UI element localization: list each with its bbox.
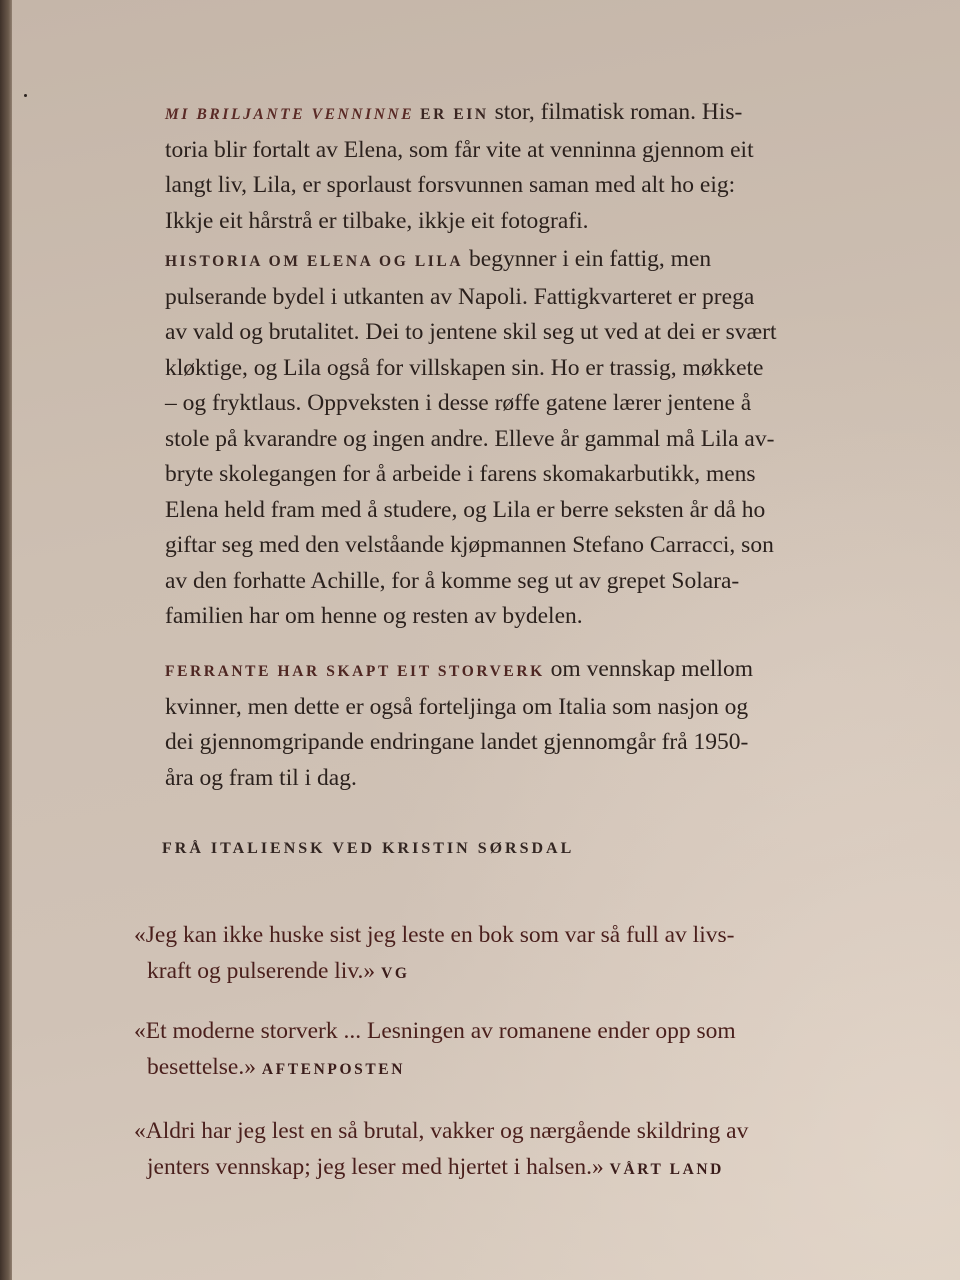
quote-line: jenters vennskap; jeg leser med hjertet i halsen.» VÅRT LAND xyxy=(147,1153,724,1180)
translator-credit: FRÅ ITALIENSK VED KRISTIN SØRSDAL xyxy=(162,840,575,857)
lead-smallcaps: ER EIN xyxy=(420,106,489,123)
paragraph-line: åra og fram til i dag. xyxy=(165,764,357,791)
paragraph-line: HISTORIA OM ELENA OG LILA begynner i ein fattig, men xyxy=(165,246,712,272)
paragraph-line: Elena held fram med å studere, og Lila er berre seksten år då ho xyxy=(165,496,766,523)
paragraph-line: kvinner, men dette er også forteljinga om Italia som nasjon og xyxy=(165,693,749,720)
paragraph-line: FERRANTE HAR SKAPT EIT STORVERK om vennskap mellom xyxy=(165,656,754,682)
paragraph-line: toria blir fortalt av Elena, som får vite at venninna gjennom eit xyxy=(165,136,754,163)
lead-smallcaps: FERRANTE HAR SKAPT EIT STORVERK xyxy=(165,663,545,680)
paragraph-line: bryte skolegangen for å arbeide i farens skomakarbutikk, mens xyxy=(165,461,756,487)
paragraph-line: Ikkje eit hårstrå er tilbake, ikkje eit fotografi. xyxy=(165,207,589,234)
paragraph-line: langt liv, Lila, er sporlaust forsvunnen saman med alt ho eig: xyxy=(165,172,736,198)
quote-line: besettelse.» AFTENPOSTEN xyxy=(147,1053,406,1080)
paragraph-line: – og fryktlaus. Oppveksten i desse røffe gatene lærer jentene å xyxy=(165,390,752,416)
review-quote-aftenposten xyxy=(134,1014,904,1087)
lead-smallcaps: HISTORIA OM ELENA OG LILA xyxy=(165,253,464,270)
paragraph-line: dei gjennomgripande endringane landet gjennomgår frå 1950- xyxy=(165,729,749,755)
quote-line: «Aldri har jeg lest en så brutal, vakker og nærgående skildring av xyxy=(134,1118,749,1144)
paragraph-line: MI BRILJANTE VENNINNE ER EIN stor, filmatisk roman. His- xyxy=(165,99,743,125)
paragraph-line: familien har om henne og resten av bydelen. xyxy=(165,603,583,629)
paragraph-line: kløktige, og Lila også for villskapen sin. Ho er trassig, møkkete xyxy=(165,354,764,381)
paragraph-line: av den forhatte Achille, for å komme seg ut av grepet Solara- xyxy=(165,567,740,594)
quote-source: VÅRT LAND xyxy=(609,1160,724,1178)
review-quote-vart-land xyxy=(134,1114,924,1187)
synopsis-paragraph-1 xyxy=(165,95,880,239)
paragraph-line: stole på kvarandre og ingen andre. Elleve år gammal må Lila av- xyxy=(165,425,775,452)
back-cover-page xyxy=(12,0,960,1280)
synopsis-paragraph-2 xyxy=(165,242,880,635)
book-title-smallcaps: MI BRILJANTE VENNINNE xyxy=(165,106,415,123)
quote-line: kraft og pulserende liv.» VG xyxy=(147,957,410,984)
review-quote-vg xyxy=(134,918,904,991)
paragraph-line: giftar seg med den velståande kjøpmannen Stefano Carracci, son xyxy=(165,532,774,558)
quote-source: VG xyxy=(381,964,410,982)
paper-speck xyxy=(24,94,27,97)
quote-line: «Jeg kan ikke huske sist jeg leste en bok som var så full av livs- xyxy=(134,922,735,948)
paragraph-line: pulserande bydel i utkanten av Napoli. Fattigkvarteret er prega xyxy=(165,283,755,310)
paragraph-line: av vald og brutalitet. Dei to jentene skil seg ut ved at dei er svært xyxy=(165,319,777,345)
quote-source: AFTENPOSTEN xyxy=(261,1060,406,1078)
synopsis-paragraph-3 xyxy=(165,652,880,796)
quote-line: «Et moderne storverk ... Lesningen av romanene ender opp som xyxy=(134,1018,736,1044)
